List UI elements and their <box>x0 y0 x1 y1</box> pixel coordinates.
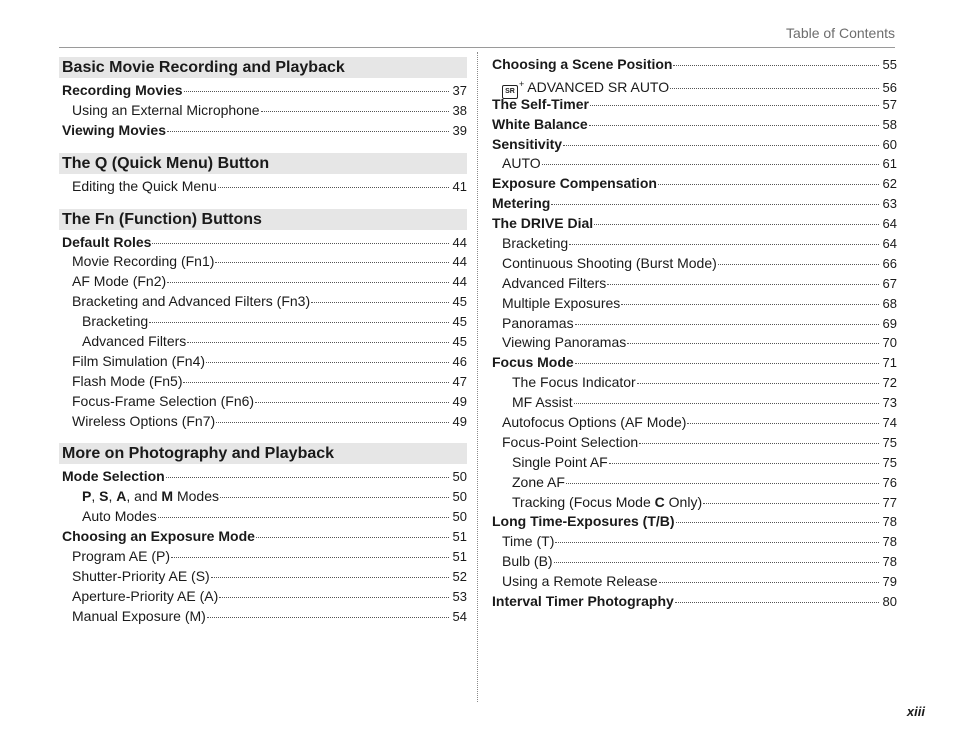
toc-entry-label <box>62 81 183 101</box>
section-heading-the-fn-function-buttons: The Fn (Function) Buttons <box>59 209 467 230</box>
toc-entry-label <box>502 254 717 274</box>
toc-page-number: 70 <box>882 335 897 351</box>
toc-page-number: 41 <box>452 178 467 194</box>
toc-entry-label-text: Bracketing <box>82 313 149 330</box>
toc-entry-label-text: White Balance <box>492 115 588 132</box>
toc-entry[interactable] <box>489 314 897 334</box>
toc-entry[interactable] <box>59 177 467 197</box>
toc-page-number: 72 <box>882 375 897 391</box>
toc-entry-label-text: Continuous Shooting (Burst Mode) <box>502 254 717 271</box>
toc-entry[interactable] <box>489 353 897 373</box>
toc-entry-label <box>72 567 210 587</box>
toc-column-right <box>489 55 897 612</box>
toc-entry[interactable] <box>489 214 897 234</box>
toc-entry-label-text: Program AE (P) <box>72 548 171 565</box>
toc-entry-label <box>72 292 310 312</box>
toc-entry-label <box>512 473 565 493</box>
toc-entry-label <box>82 507 157 527</box>
toc-entry-label-part: Modes <box>173 488 219 505</box>
toc-entry[interactable] <box>489 473 897 493</box>
toc-entry-label-text: MF Assist <box>512 394 573 411</box>
toc-entry[interactable] <box>489 115 897 135</box>
toc-entry-label-part: , <box>91 488 100 505</box>
toc-entry[interactable] <box>59 332 467 352</box>
dot-leader <box>555 542 879 543</box>
dot-leader <box>703 503 879 504</box>
dot-leader <box>311 302 449 303</box>
dot-leader <box>166 477 449 478</box>
toc-page-number: 67 <box>882 275 897 291</box>
toc-entry-label <box>62 233 151 253</box>
toc-entry[interactable] <box>489 333 897 353</box>
toc-entry[interactable] <box>489 512 897 532</box>
toc-entry[interactable] <box>489 135 897 155</box>
toc-page-number: 56 <box>882 79 897 95</box>
toc-entry[interactable] <box>59 292 467 312</box>
toc-page-number: 78 <box>882 554 897 570</box>
dot-leader <box>167 282 449 283</box>
dot-leader <box>207 617 449 618</box>
toc-entry[interactable] <box>59 507 467 527</box>
toc-page-number: 64 <box>882 236 897 252</box>
toc-entry-label <box>72 272 166 292</box>
toc-entry[interactable] <box>489 592 897 612</box>
toc-entry-label <box>72 412 215 432</box>
dot-leader <box>594 224 879 225</box>
dot-leader <box>183 382 449 383</box>
toc-page-number: 57 <box>882 96 897 112</box>
toc-entry[interactable] <box>489 493 897 513</box>
toc-entry-label <box>502 532 554 552</box>
toc-entry-label-text: Using a Remote Release <box>502 573 658 590</box>
toc-entry-label-part: P <box>82 488 92 505</box>
toc-entry-label-text: ADVANCED SR AUTO <box>527 78 670 95</box>
toc-entry-label <box>502 433 638 453</box>
toc-entry-label-part: A <box>116 488 127 505</box>
toc-entry-label-text: Viewing Movies <box>62 121 166 138</box>
toc-entry-label <box>492 592 674 612</box>
toc-page-number: 44 <box>452 274 467 290</box>
dot-leader <box>187 342 449 343</box>
toc-entry-label-text: Manual Exposure (M) <box>72 607 206 624</box>
toc-entry-label-text: Choosing an Exposure Mode <box>62 528 255 545</box>
toc-entry-label <box>502 413 686 433</box>
toc-page-number: 80 <box>882 594 897 610</box>
dot-leader <box>639 443 879 444</box>
toc-entry[interactable] <box>489 413 897 433</box>
toc-page-number: 47 <box>452 373 467 389</box>
toc-page-number: 76 <box>882 474 897 490</box>
dot-leader <box>167 131 449 132</box>
dot-leader <box>589 125 879 126</box>
section-heading-basic-movie-recording-and-playback: Basic Movie Recording and Playback <box>59 57 467 78</box>
toc-entry-label-text: Long Time-Exposures (T/B) <box>492 513 675 530</box>
dot-leader <box>609 463 879 464</box>
toc-page-number: 75 <box>882 434 897 450</box>
toc-entry-label <box>492 55 672 75</box>
dot-leader <box>158 517 449 518</box>
dot-leader <box>551 204 879 205</box>
toc-entry[interactable] <box>489 294 897 314</box>
toc-entry-label-text: Choosing a Scene Position <box>492 56 673 72</box>
toc-entry[interactable] <box>59 527 467 547</box>
dot-leader <box>575 363 879 364</box>
toc-entry[interactable] <box>489 572 897 592</box>
toc-page-number: 62 <box>882 176 897 192</box>
dot-leader <box>673 65 879 66</box>
toc-entry[interactable] <box>59 487 467 507</box>
toc-entry-label-text: Recording Movies <box>62 82 183 98</box>
toc-page-number: 45 <box>452 334 467 350</box>
toc-entry-label <box>502 333 626 353</box>
toc-entry-label-part: S <box>99 488 109 505</box>
toc-entry-label-text: Advanced Filters <box>82 333 187 350</box>
toc-entry-label <box>502 572 658 592</box>
toc-page-number: 60 <box>882 136 897 152</box>
toc-entry-label <box>72 177 217 197</box>
dot-leader <box>211 577 449 578</box>
toc-entry-label <box>502 154 541 174</box>
dot-leader <box>152 243 449 244</box>
toc-entry-label-text: Advanced Filters <box>502 274 607 291</box>
toc-entry[interactable] <box>489 95 897 115</box>
toc-page-number: 64 <box>882 216 897 232</box>
dot-leader <box>658 184 879 185</box>
toc-entry-label-text: Focus Mode <box>492 354 574 371</box>
toc-entry-label-text: Viewing Panoramas <box>502 334 627 351</box>
toc-entry-label-part: , and <box>126 488 162 505</box>
toc-page-number: 54 <box>452 608 467 624</box>
toc-entry-label <box>492 174 657 194</box>
toc-entry-label-text: AUTO <box>502 155 541 172</box>
toc-entry-label-part: M <box>161 488 174 505</box>
section-heading-the-q-quick-menu-button: The Q (Quick Menu) Button <box>59 153 467 174</box>
toc-entry[interactable] <box>489 174 897 194</box>
toc-entry-label <box>512 493 702 513</box>
toc-entry-label <box>502 234 568 254</box>
toc-entry[interactable] <box>59 607 467 627</box>
toc-page-number: 51 <box>452 529 467 545</box>
dot-leader <box>563 145 879 146</box>
toc-entry-label-text: Multiple Exposures <box>502 294 621 311</box>
dot-leader <box>542 164 879 165</box>
toc-entry-label <box>82 487 219 507</box>
toc-entry[interactable] <box>489 254 897 274</box>
toc-entry[interactable] <box>59 233 467 253</box>
dot-leader <box>219 597 449 598</box>
dot-leader <box>607 284 879 285</box>
toc-entry-label-text: Aperture-Priority AE (A) <box>72 587 219 604</box>
toc-entry[interactable] <box>489 393 897 413</box>
toc-entry-label-text: Film Simulation (Fn4) <box>72 352 206 369</box>
toc-page-number: 63 <box>882 196 897 212</box>
toc-page-number: 77 <box>882 494 897 510</box>
toc-page-number: 46 <box>452 353 467 369</box>
dot-leader <box>261 111 449 112</box>
toc-page-number: 45 <box>452 314 467 330</box>
toc-page-number: 44 <box>452 254 467 270</box>
toc-entry-label-text: Bulb (B) <box>502 553 553 570</box>
toc-page-number: 52 <box>452 568 467 584</box>
dot-leader <box>149 322 449 323</box>
toc-entry-label-text: Autofocus Options (AF Mode) <box>502 414 687 431</box>
toc-entry-label <box>492 353 574 373</box>
section-heading-more-on-photography-and-playback: More on Photography and Playback <box>59 443 467 464</box>
toc-page-number: 75 <box>882 454 897 470</box>
dot-leader <box>256 537 449 538</box>
toc-entry[interactable] <box>489 373 897 393</box>
toc-entry-label <box>62 121 166 141</box>
toc-entry-label <box>492 115 588 135</box>
toc-page-number: 39 <box>452 122 467 138</box>
toc-entry-label-text: The Self-Timer <box>492 95 589 112</box>
toc-page-number: 73 <box>882 395 897 411</box>
dot-leader <box>659 582 879 583</box>
toc-entry[interactable] <box>59 372 467 392</box>
toc-entry-label <box>72 547 170 567</box>
toc-entry-label-text: Default Roles <box>62 233 152 250</box>
toc-entry-label <box>492 135 562 155</box>
dot-leader <box>554 562 879 563</box>
dot-leader <box>216 422 449 423</box>
dot-leader <box>569 244 879 245</box>
toc-entry-label <box>492 214 593 234</box>
toc-page-number: 49 <box>452 413 467 429</box>
toc-entry-label <box>72 607 206 627</box>
toc-page-number: 78 <box>882 534 897 550</box>
toc-entry[interactable] <box>59 567 467 587</box>
toc-entry[interactable] <box>489 453 897 473</box>
toc-page-number: 66 <box>882 255 897 271</box>
toc-entry-label <box>62 527 255 547</box>
toc-entry-label <box>72 392 254 412</box>
toc-entry-label-text: AF Mode (Fn2) <box>72 273 167 290</box>
toc-entry[interactable] <box>59 81 467 101</box>
toc-entry[interactable] <box>489 274 897 294</box>
toc-entry-label-text: Bracketing <box>502 235 569 252</box>
toc-entry-label-text: Using an External Microphone <box>72 101 260 118</box>
toc-entry-label-text: Bracketing and Advanced Filters (Fn3) <box>72 293 311 310</box>
toc-page-number: 74 <box>882 415 897 431</box>
toc-page-number: 58 <box>882 116 897 132</box>
toc-entry-label-text: Exposure Compensation <box>492 175 657 192</box>
toc-entry-label <box>72 252 214 272</box>
toc-page-number: 79 <box>882 574 897 590</box>
column-divider <box>477 52 478 702</box>
toc-entry[interactable] <box>489 552 897 572</box>
toc-entry-label-text: Editing the Quick Menu <box>72 177 217 194</box>
toc-entry[interactable] <box>489 154 897 174</box>
dot-leader <box>687 423 879 424</box>
toc-entry-label <box>502 294 620 314</box>
dot-leader <box>637 383 879 384</box>
toc-entry-label-text: Flash Mode (Fn5) <box>72 372 183 389</box>
toc-page-number: 50 <box>452 489 467 505</box>
dot-leader <box>718 264 879 265</box>
toc-entry-label-text: Focus-Frame Selection (Fn6) <box>72 392 255 409</box>
toc-entry[interactable] <box>59 121 467 141</box>
toc-entry[interactable] <box>59 101 467 121</box>
toc-entry-label <box>492 512 675 532</box>
page-number: xiii <box>906 704 925 719</box>
toc-page-number: 49 <box>452 393 467 409</box>
toc-entry-label <box>502 552 553 572</box>
toc-entry[interactable] <box>59 547 467 567</box>
toc-entry[interactable] <box>489 55 897 75</box>
toc-entry-label-text: Wireless Options (Fn7) <box>72 412 216 429</box>
toc-entry-label <box>502 274 606 294</box>
dot-leader <box>590 105 879 106</box>
dot-leader <box>621 304 879 305</box>
toc-page-number: 55 <box>882 57 897 72</box>
toc-entry[interactable] <box>59 587 467 607</box>
scene-recognition-auto-icon: SR <box>502 85 518 99</box>
toc-entry-label <box>82 332 186 352</box>
dot-leader <box>171 557 449 558</box>
toc-entry[interactable] <box>489 75 897 95</box>
toc-entry-label-text: Focus-Point Selection <box>502 433 639 450</box>
dot-leader <box>627 343 879 344</box>
toc-page-number: 71 <box>882 355 897 371</box>
toc-page-number: 50 <box>452 509 467 525</box>
toc-entry[interactable] <box>59 312 467 332</box>
toc-entry-label-text: Zone AF <box>512 473 565 490</box>
dot-leader <box>574 403 879 404</box>
toc-entry-label <box>72 101 260 121</box>
toc-entry-label-text: Auto Modes <box>82 508 157 525</box>
toc-entry-label <box>82 312 148 332</box>
toc-entry-label-text: Single Point AF <box>512 453 608 470</box>
dot-leader <box>575 324 879 325</box>
toc-page-number: 37 <box>452 83 467 98</box>
toc-page-number: 50 <box>452 469 467 485</box>
toc-entry[interactable] <box>59 352 467 372</box>
toc-entry-label <box>512 393 573 413</box>
dot-leader <box>675 602 879 603</box>
toc-entry-label-part: Tracking (Focus Mode <box>512 493 655 510</box>
toc-entry[interactable] <box>59 412 467 432</box>
dot-leader <box>218 187 449 188</box>
toc-entry-label-part: , <box>108 488 117 505</box>
toc-page-number: 53 <box>452 588 467 604</box>
toc-entry[interactable] <box>59 272 467 292</box>
toc-entry-label-text: Mode Selection <box>62 468 165 485</box>
toc-entry-label-part: C <box>654 493 665 510</box>
toc-entry-label-text: Sensitivity <box>492 135 563 152</box>
toc-page-number: 78 <box>882 514 897 530</box>
dot-leader <box>676 522 879 523</box>
running-header-title: Table of Contents <box>786 25 895 41</box>
toc-entry[interactable] <box>59 467 467 487</box>
toc-entry[interactable] <box>489 194 897 214</box>
dot-leader <box>220 497 449 498</box>
toc-page-number: 51 <box>452 549 467 565</box>
toc-entry[interactable] <box>59 252 467 272</box>
toc-entry-label <box>72 587 218 607</box>
toc-entry[interactable] <box>59 392 467 412</box>
toc-entry-label <box>72 352 205 372</box>
toc-page-number: 68 <box>882 295 897 311</box>
toc-entry-label-text: Panoramas <box>502 314 574 331</box>
dot-leader <box>566 483 879 484</box>
toc-entry-label <box>502 314 574 334</box>
toc-entry-label <box>512 453 608 473</box>
toc-page-number: 45 <box>452 294 467 310</box>
toc-entry[interactable] <box>489 433 897 453</box>
toc-column-left <box>59 55 467 627</box>
toc-entry-label <box>62 467 165 487</box>
dot-leader <box>184 91 449 92</box>
header-rule <box>59 47 895 48</box>
toc-entry-label-text: Metering <box>492 195 551 212</box>
toc-entry-label-part: Only) <box>664 493 703 510</box>
dot-leader <box>206 362 449 363</box>
dot-leader <box>670 88 879 89</box>
toc-entry-label-text: The Focus Indicator <box>512 374 636 391</box>
dot-leader <box>255 402 449 403</box>
toc-entry[interactable] <box>489 234 897 254</box>
toc-entry[interactable] <box>489 532 897 552</box>
toc-entry-label-text: The DRIVE Dial <box>492 215 594 232</box>
toc-page-number: 69 <box>882 315 897 331</box>
toc-entry-label-text: Interval Timer Photography <box>492 593 674 610</box>
plus-icon: + <box>519 78 525 89</box>
toc-entry-label <box>492 194 550 214</box>
toc-entry-label-text: Movie Recording (Fn1) <box>72 253 215 270</box>
toc-page-number: 38 <box>452 102 467 118</box>
toc-entry-label <box>72 372 182 392</box>
toc-entry-label-text: Time (T) <box>502 533 555 550</box>
toc-entry-label-text: Shutter-Priority AE (S) <box>72 567 210 584</box>
toc-entry-label <box>512 373 636 393</box>
toc-page-number: 61 <box>882 156 897 172</box>
dot-leader <box>215 262 449 263</box>
toc-page-number: 44 <box>452 234 467 250</box>
